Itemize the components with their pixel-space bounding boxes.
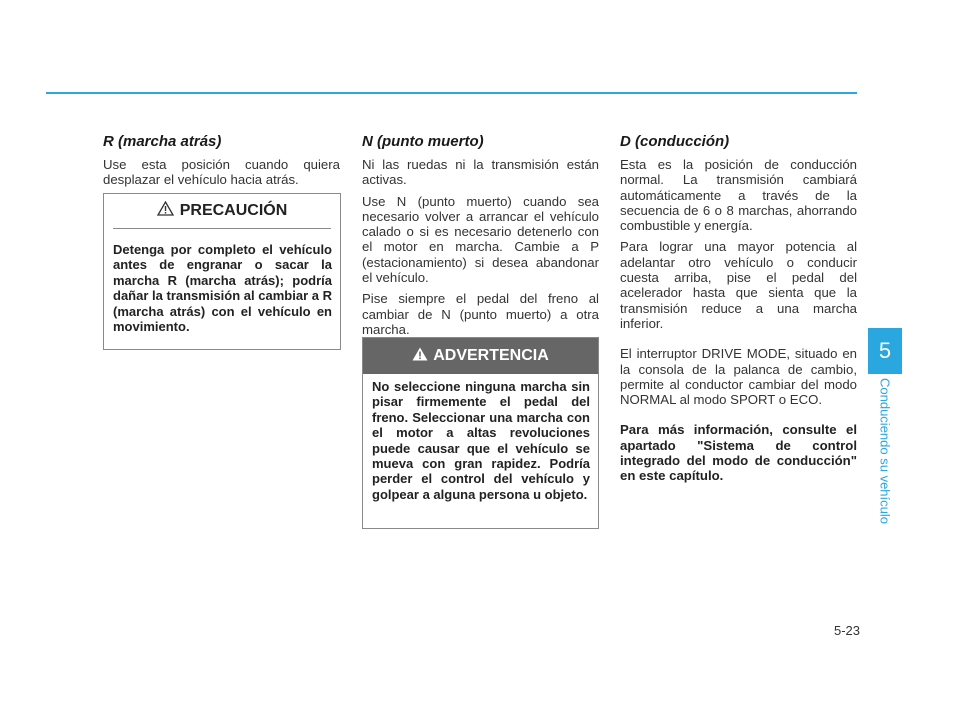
caution-divider	[113, 228, 331, 229]
paragraph: Pise siempre el pedal del freno al cambiar de N (punto muerto) a otra marcha.	[362, 291, 599, 337]
chapter-title: Conduciendo su vehículo	[877, 378, 893, 524]
caution-header	[104, 194, 340, 228]
header-rule	[46, 92, 857, 94]
caution-text: Detenga por completo el vehículo antes de engranar o sacar la marcha R (marcha atrás); podría dañar la transmisión al cambiar a R (marcha atrás) con el vehículo en movimiento.	[113, 242, 332, 335]
paragraph: Esta es la posición de conducción normal. La transmisión cambiará automáticamente a través de la secuencia de 6 o 8 marchas, ahorrando combustible y energía.	[620, 157, 857, 234]
warning-outline-icon	[157, 201, 174, 221]
paragraph: Use esta posición cuando quiera desplazar el vehículo hacia atrás.	[103, 157, 340, 188]
paragraph: Use N (punto muerto) cuando sea necesario volver a arrancar el vehículo calado o si es necesario detenerlo con el motor en marcha. Cambie a P (estacionamiento) si desea abandonar el vehículo.	[362, 193, 599, 286]
warning-title: ADVERTENCIA	[433, 347, 549, 364]
caution-title: PRECAUCIÓN	[179, 202, 288, 219]
section-heading-neutral: N (punto muerto)	[362, 133, 484, 150]
paragraph: Ni las ruedas ni la transmisión están activas.	[362, 157, 599, 188]
warning-filled-icon	[412, 347, 428, 366]
warning-header	[363, 338, 598, 374]
paragraph: El interruptor DRIVE MODE, situado en la consola de la palanca de cambio, permite al conductor cambiar del modo NORMAL al modo SPORT o ECO.	[620, 346, 857, 408]
chapter-number-tab: 5	[868, 328, 902, 374]
section-heading-reverse: R (marcha atrás)	[103, 133, 222, 150]
column-reverse	[103, 133, 340, 194]
warning-text: No seleccione ninguna marcha sin pisar firmemente el pedal del freno. Seleccionar una marcha con el motor a altas revoluciones puede causar que el vehículo se mueva con gran rapidez. Podría perder el control del vehículo y golpear a alguna persona u objeto.	[372, 379, 590, 502]
paragraph: Para lograr una mayor potencia al adelantar otro vehículo o conducir cuesta arriba, pise el pedal del acelerador hasta que sienta que la transmisión reduce a una marcha inferior.	[620, 239, 857, 331]
warning-box	[362, 337, 599, 529]
caution-box	[103, 193, 341, 350]
column-neutral	[362, 133, 599, 343]
section-heading-drive: D (conducción)	[620, 133, 730, 150]
column-drive	[620, 133, 857, 490]
page-number: 5-23	[833, 623, 860, 638]
paragraph-bold: Para más información, consulte el apartado "Sistema de control integrado del modo de conducción" en este capítulo.	[620, 422, 857, 484]
